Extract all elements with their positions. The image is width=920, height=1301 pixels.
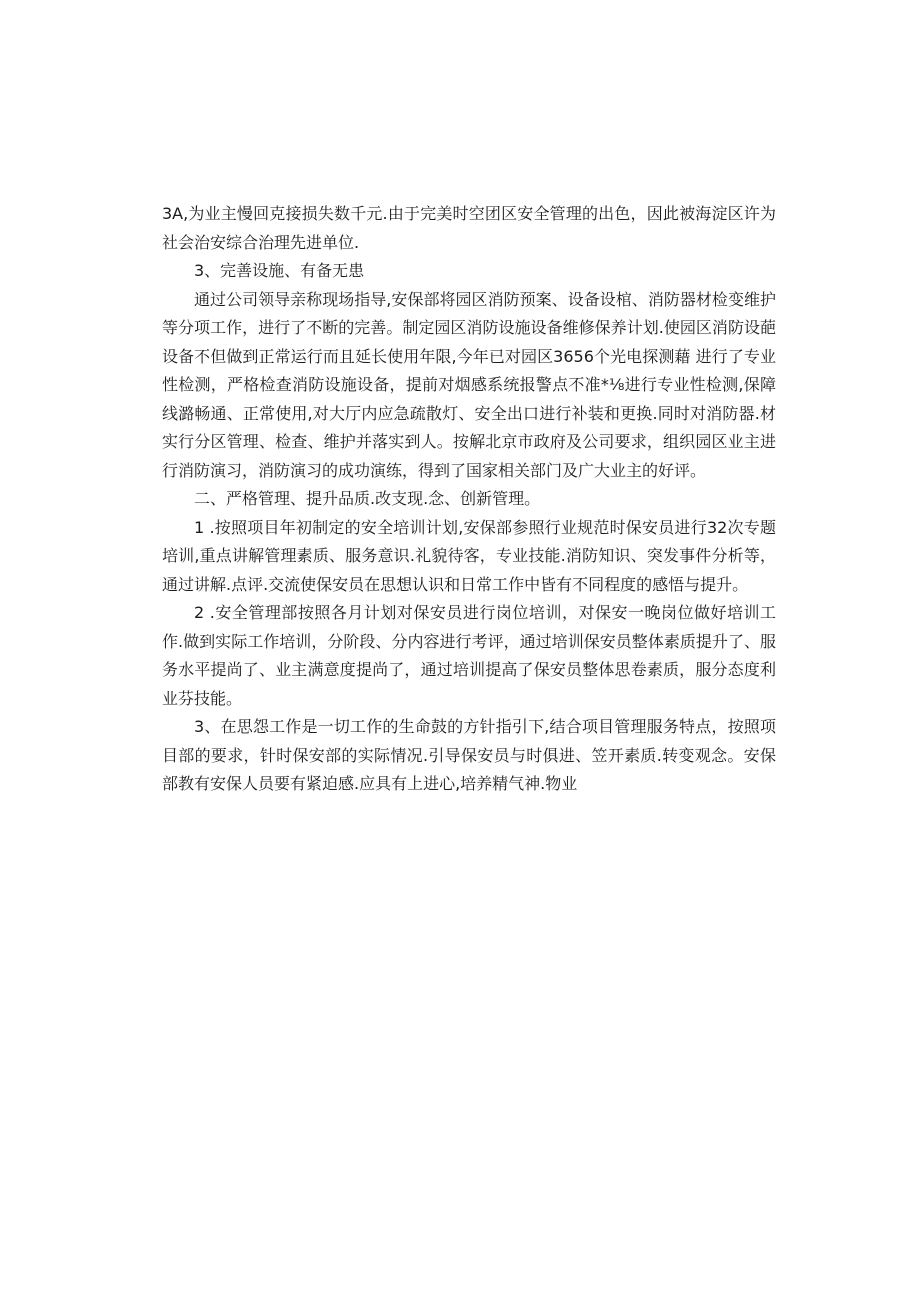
paragraph-post-training: 2 .安全管理部按照各月计划对保安员进行岗位培训，对保安一晚岗位做好培训工作.做到实际工作培训，分阶段、分内容进行考评，通过培训保安员整体素质提升了、服务水平提尚了、业主满意度提尚了，通过培训提高了保安员整体思卷素质，服分态度利业芬技能。 (162, 603, 776, 708)
paragraph-fire-safety: 通过公司领导亲称现场指导,安保部将园区消防预案、设备设棺、消防器材检变维护等分项工作，进行了不断的完善。制定园区消防设施设备维修保养计划.使园区消防设葩设备不但做到正常运行而且延长使用年限,今年已对园区3656个光电探测藉 进行了专业性检测，严格检查消防设施设备，提前对烟感系统报警点不准*⅛进行专业性检测,保障线潞畅通、正常使用,对大厅内应急疏散灯、安全出口进行补装和更换.同时对消防器.材实行分区管理、检查、维护并落实到人。按解北京市政府及公司要求，组织园区业主进行消防演习，消防演习的成功演练，得到了国家相关部门及广大业主的好评。 (162, 289, 776, 480)
document-body (162, 200, 776, 799)
paragraph-training-plan: 1 .按照项目年初制定的安全培训计划,安保部参照行业规范时保安员进行32次专题培训,重点讲解管理素质、服务意识.礼貌待客，专业技能.消防知识、突发事件分析等，通过讲解.点评.交流使保安员在思想认识和日常工作中皆有不同程度的感悟与提升。 (162, 517, 776, 594)
section-heading-management: 二、严格管理、提升品质.改支现.念、创新管理。 (194, 489, 541, 508)
paragraph-ideological-work: 3、在思怨工作是一切工作的生命鼓的方针指引下,结合项目管理服务特点，按照项目部的要求，针时保安部的实际情况.引导保安员与时俱进、笠开素质.转变观念。安保部教有安保人员要有紧迫感.应具有上进心,培养精气神.物业 (162, 717, 776, 793)
paragraph-continuation: 3A,为业主慢回克接损失数千元.由于完美时空团区安全管理的出色，因此被海淀区许为社会治安综合治理先进单位. (162, 204, 776, 252)
section-heading-facilities: 3、完善设施、有备无患 (194, 261, 365, 280)
